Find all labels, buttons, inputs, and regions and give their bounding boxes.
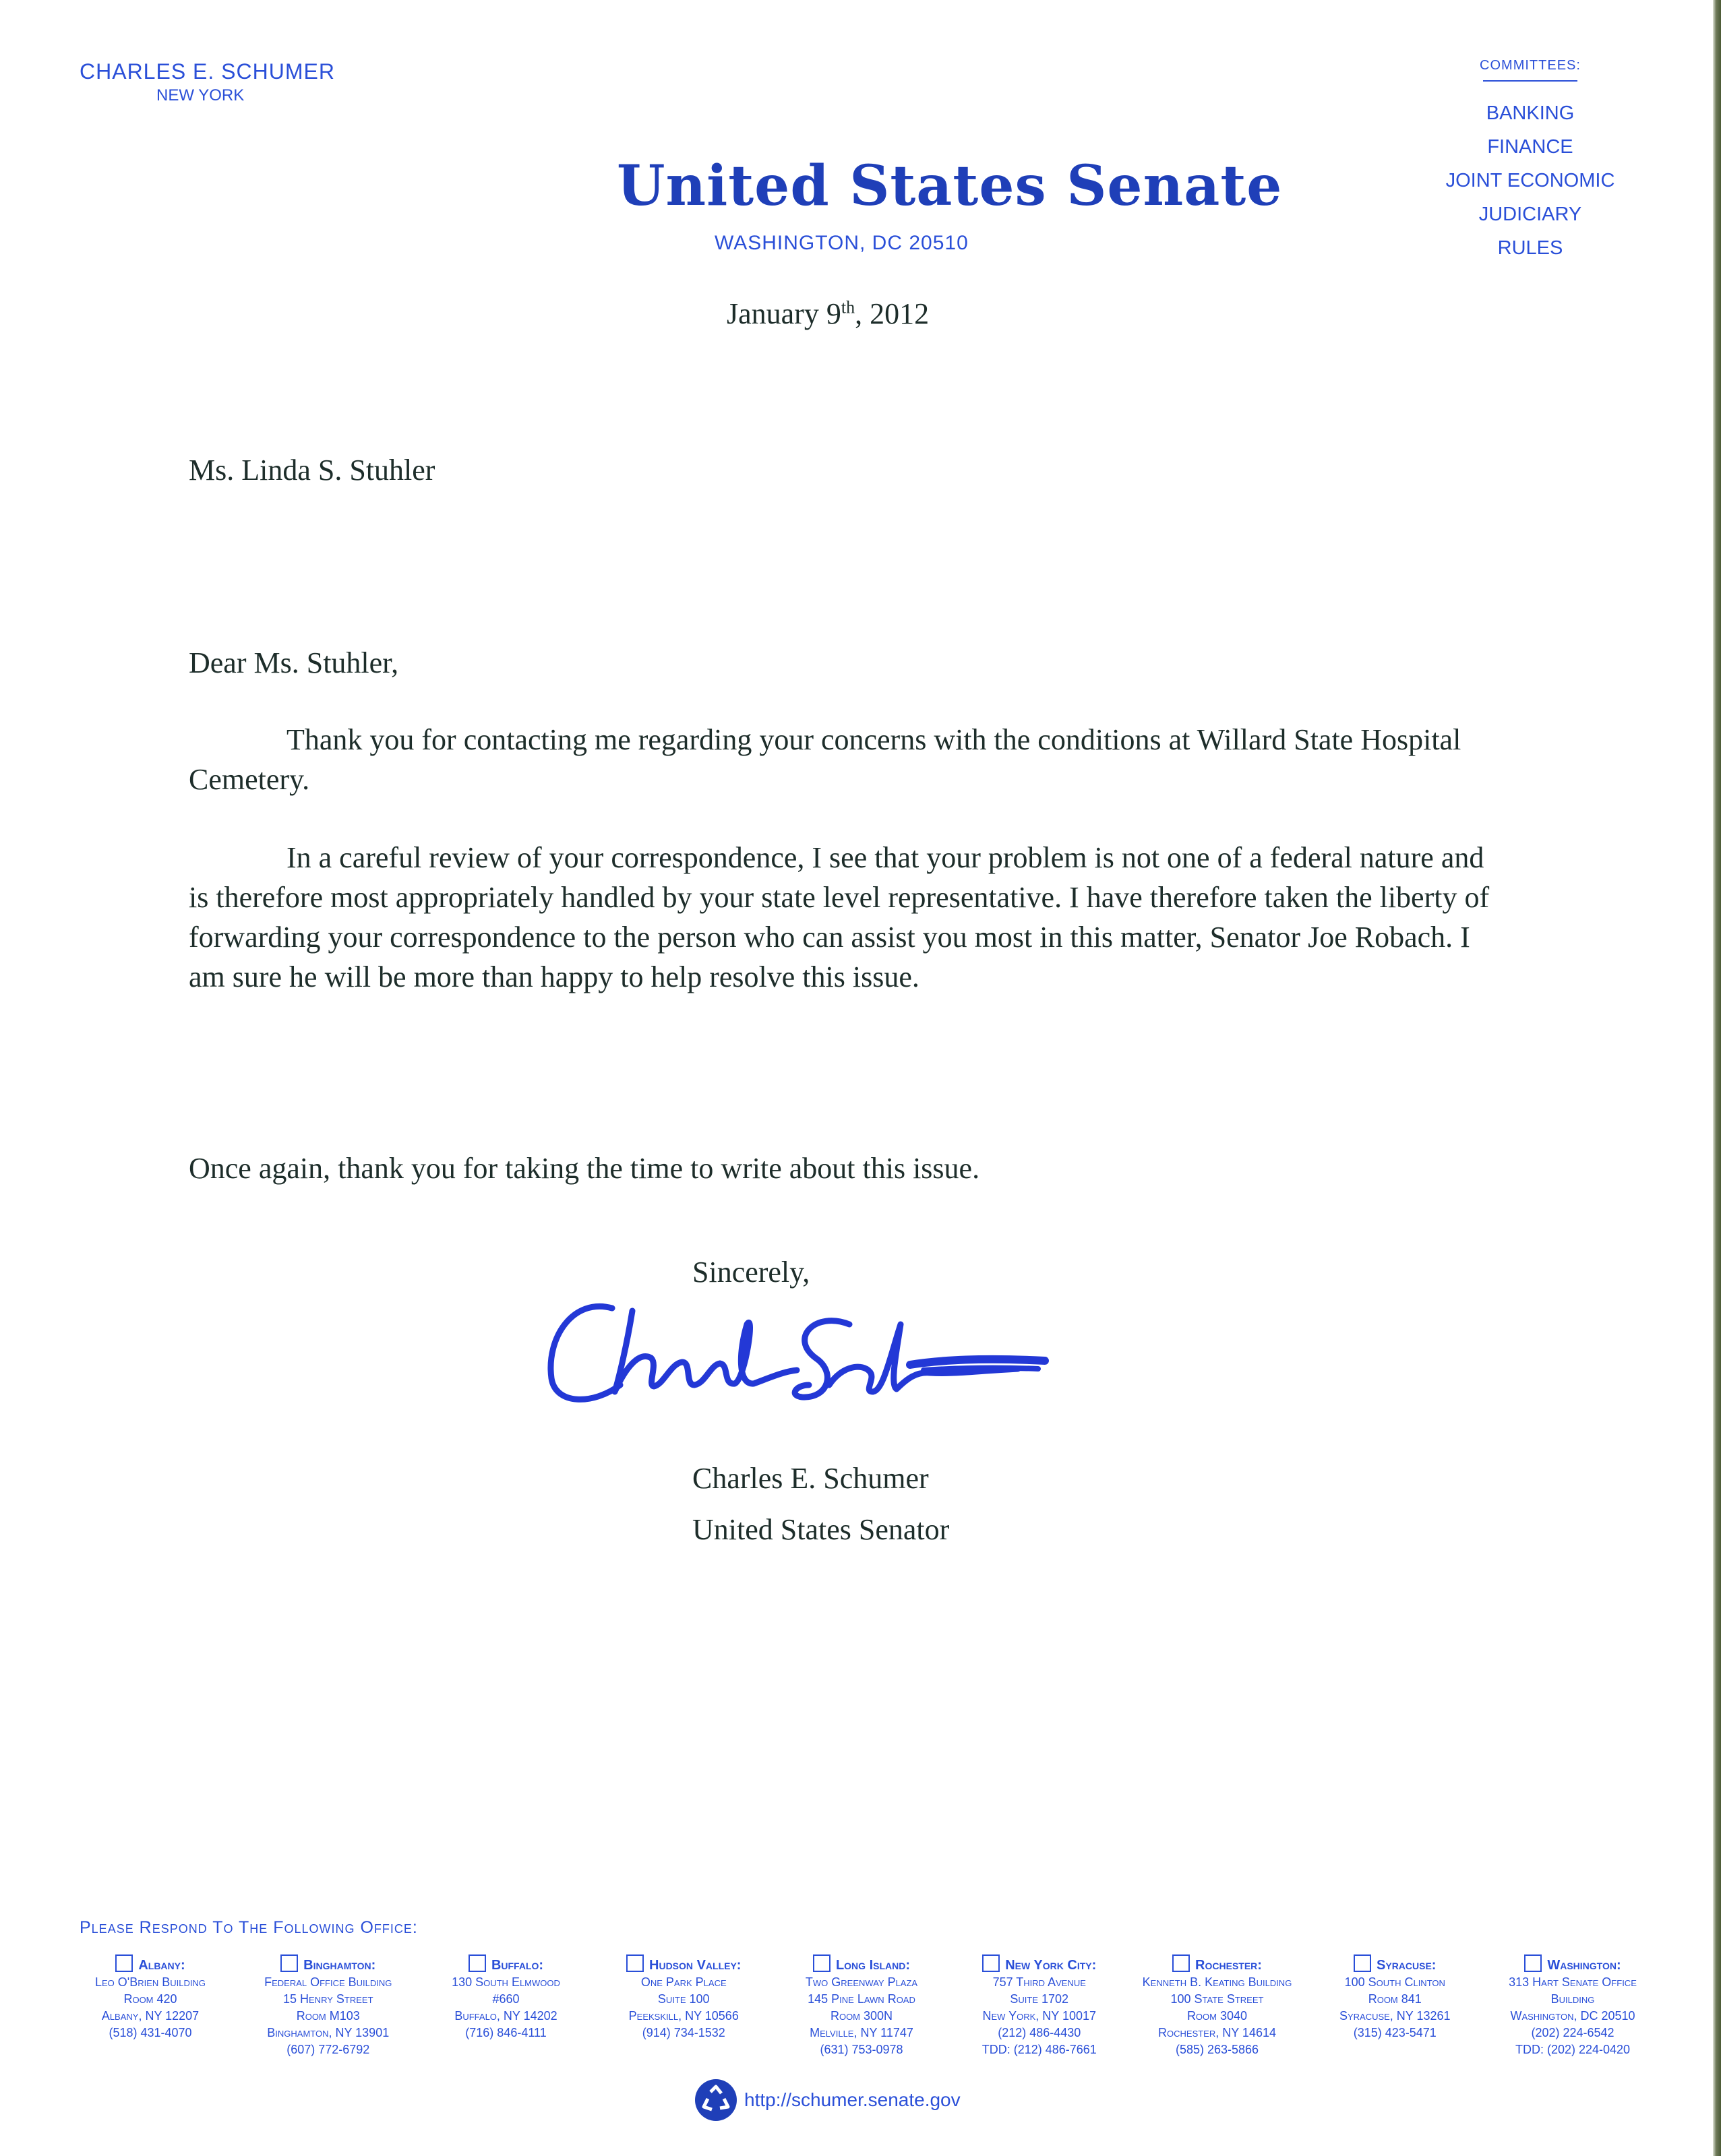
committee-item: RULES: [1497, 237, 1563, 259]
office-phone: (315) 423-5471: [1353, 2026, 1437, 2039]
office-new-york-city: [962, 1954, 1117, 2058]
paragraph-1-text: Thank you for contacting me regarding your concerns with the conditions at Willard State Hospital Cemetery.: [189, 723, 1461, 796]
scan-edge: [1713, 0, 1721, 2156]
sender-name: CHARLES E. SCHUMER: [80, 59, 335, 84]
office-syracuse: [1317, 1954, 1472, 2058]
office-line: 100 State Street: [1170, 1992, 1264, 2006]
office-line: 757 Third Avenue: [992, 1975, 1086, 1989]
signature-image: [533, 1284, 1058, 1425]
office-list: [73, 1954, 1650, 2058]
office-name: Buffalo:: [491, 1958, 544, 1973]
committee-item: BANKING: [1486, 102, 1575, 124]
sender-state: NEW YORK: [156, 86, 245, 104]
office-line: Albany, NY 12207: [101, 2009, 200, 2023]
committees-divider: [1483, 80, 1577, 82]
office-line: Suite 100: [657, 1992, 710, 2006]
office-name: New York City:: [1005, 1958, 1097, 1973]
office-line: Melville, NY 11747: [810, 2026, 913, 2039]
checkbox[interactable]: [982, 1954, 1000, 1972]
signer-title: United States Senator: [692, 1513, 950, 1546]
checkbox[interactable]: [469, 1954, 486, 1972]
office-tdd: TDD: (202) 224-0420: [1515, 2043, 1631, 2056]
office-phone: (202) 224-6542: [1531, 2026, 1614, 2039]
office-line: #660: [492, 1992, 520, 2006]
office-line: Buffalo, NY 14202: [454, 2009, 557, 2023]
office-binghamton: [251, 1954, 406, 2058]
office-name: Washington:: [1547, 1958, 1621, 1973]
senate-address: WASHINGTON, DC 20510: [715, 232, 969, 254]
website-block: [694, 2078, 961, 2122]
closing-line: Once again, thank you for taking the time to write about this issue.: [189, 1152, 980, 1185]
office-phone: (518) 431-4070: [109, 2026, 192, 2039]
office-name: Hudson Valley:: [649, 1958, 742, 1973]
office-line: 145 Pine Lawn Road: [808, 1992, 915, 2006]
office-line: Room 841: [1368, 1992, 1422, 2006]
website-link[interactable]: http://schumer.senate.gov: [744, 2089, 961, 2110]
office-line: Room 420: [123, 1992, 177, 2006]
date-day: January 9: [727, 297, 841, 330]
office-hudson-valley: [606, 1954, 761, 2058]
checkbox[interactable]: [813, 1954, 831, 1972]
office-line: Room 300N: [830, 2009, 893, 2023]
paragraph-2: [189, 838, 1510, 997]
paragraph-1: [189, 720, 1510, 799]
office-phone: (716) 846-4111: [465, 2026, 547, 2039]
office-line: One Park Place: [640, 1975, 727, 1989]
committees-header: COMMITTEES:: [1480, 58, 1581, 73]
office-albany: [73, 1954, 228, 2058]
committee-item: JUDICIARY: [1478, 204, 1582, 225]
checkbox[interactable]: [1354, 1954, 1371, 1972]
senate-title: United States Senate: [617, 154, 1283, 218]
checkbox[interactable]: [1172, 1954, 1190, 1972]
office-line: Binghamton, NY 13901: [267, 2026, 390, 2039]
office-line: Room M103: [296, 2009, 360, 2023]
office-phone: (914) 734-1532: [642, 2026, 725, 2039]
office-name: Syracuse:: [1377, 1958, 1437, 1973]
office-phone: (585) 263-5866: [1175, 2043, 1259, 2056]
office-line: Peekskill, NY 10566: [628, 2009, 739, 2023]
salutation: Dear Ms. Stuhler,: [189, 646, 399, 679]
office-phone: (607) 772-6792: [286, 2043, 370, 2056]
office-line: 100 South Clinton: [1344, 1975, 1445, 1989]
office-phone: (631) 753-0978: [820, 2043, 903, 2056]
respond-label: Please Respond To The Following Office:: [80, 1918, 418, 1937]
office-long-island: [784, 1954, 939, 2058]
committees-list: [1416, 58, 1645, 265]
office-line: Washington, DC 20510: [1510, 2009, 1635, 2023]
recycle-icon: [694, 2078, 737, 2122]
office-rochester: [1140, 1954, 1295, 2058]
office-line: 130 South Elmwood: [452, 1975, 560, 1989]
office-line: Room 3040: [1186, 2009, 1248, 2023]
office-name: Rochester:: [1195, 1958, 1262, 1973]
office-line: Suite 1702: [1010, 1992, 1069, 2006]
office-line: Kenneth B. Keating Building: [1142, 1975, 1292, 1989]
office-line: Federal Office Building: [264, 1975, 392, 1989]
office-line: Syracuse, NY 13261: [1339, 2009, 1451, 2023]
office-tdd: TDD: (212) 486-7661: [982, 2043, 1097, 2056]
office-name: Long Island:: [835, 1958, 911, 1973]
office-name: Albany:: [138, 1958, 185, 1973]
office-washington: [1495, 1954, 1650, 2058]
checkbox[interactable]: [115, 1954, 133, 1972]
office-line: Two Greenway Plaza: [805, 1975, 918, 1989]
committee-item: JOINT ECONOMIC: [1445, 170, 1615, 191]
committee-item: FINANCE: [1487, 136, 1573, 158]
signer-name: Charles E. Schumer: [692, 1462, 929, 1495]
recipient: Ms. Linda S. Stuhler: [189, 454, 435, 487]
office-line: Leo O'Brien Building: [94, 1975, 206, 1989]
checkbox[interactable]: [1524, 1954, 1542, 1972]
office-phone: (212) 486-4430: [998, 2026, 1081, 2039]
office-buffalo: [429, 1954, 584, 2058]
sign-off: Sincerely,: [692, 1256, 810, 1289]
date-year: , 2012: [855, 297, 930, 330]
checkbox[interactable]: [280, 1954, 298, 1972]
office-name: Binghamton:: [303, 1958, 376, 1973]
office-line: 313 Hart Senate Office Building: [1509, 1975, 1637, 2006]
date-ordinal: th: [841, 297, 855, 317]
letter-date: [727, 297, 929, 331]
office-line: Rochester, NY 14614: [1158, 2026, 1276, 2039]
office-line: New York, NY 10017: [982, 2009, 1097, 2023]
checkbox[interactable]: [626, 1954, 644, 1972]
office-line: 15 Henry Street: [282, 1992, 373, 2006]
paragraph-2-text: In a careful review of your correspondence, I see that your problem is not one of a federal nature and is therefore most appropriately handled by your state level representative. I have therefore taken the liberty of forwarding your correspondence to the person who can assist you most in this matter, Senator Joe Robach. I am sure he will be more than happy to help resolve this issue.: [189, 841, 1490, 993]
